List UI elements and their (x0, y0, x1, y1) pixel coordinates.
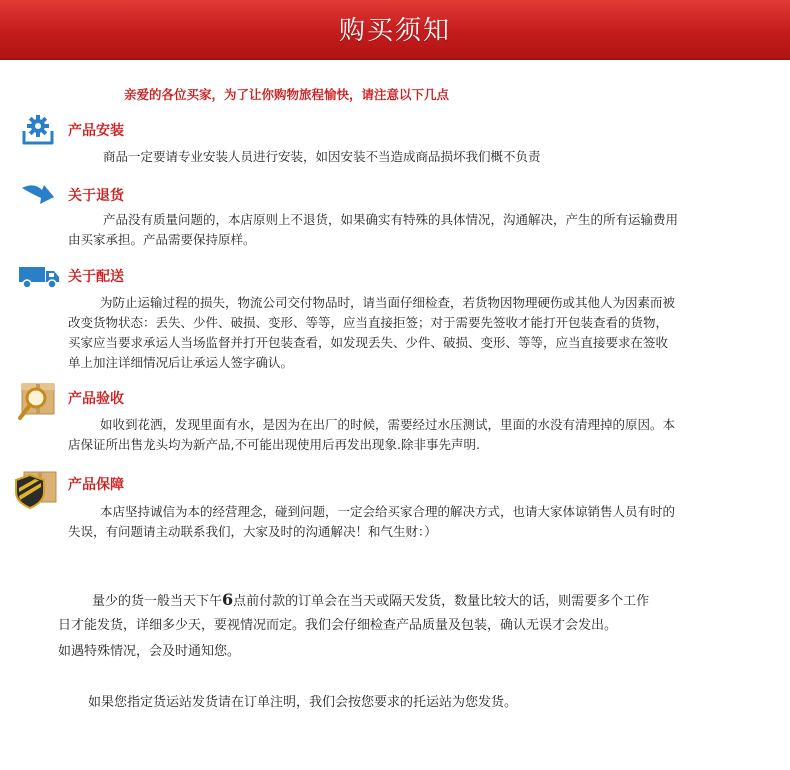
section-title-returns: 关于退货 (68, 188, 124, 204)
banner-divider (0, 58, 790, 60)
section-inspection-text-cont (68, 435, 480, 455)
gear-icon (20, 113, 56, 151)
section-title-guarantee: 产品保障 (68, 477, 124, 493)
section-returns-text (103, 210, 678, 230)
intro-notice: 亲爱的各位买家，为了让你购物旅程愉快，请注意以下几点 (124, 87, 450, 102)
text-line: 店保证所出售龙头均为新产品,不可能出现使用后再发出现象.除非事先声明. (68, 437, 480, 452)
section-title-install: 产品安装 (68, 123, 124, 139)
text-line: 由买家承担。产品需要保持原样。 (68, 232, 256, 247)
section-title-delivery: 关于配送 (68, 269, 124, 285)
text-line: 失误，有问题请主动联系我们，大家及时的沟通解决！和气生财：） (68, 524, 437, 539)
cutoff-hour: 6 (222, 590, 234, 609)
section-guarantee-text-cont (68, 522, 437, 542)
text-line: 如收到花洒，发现里面有水，是因为在出厂的时候，需要经过水压测试，里面的水没有清理掉的原因。本 (100, 417, 676, 432)
text-line: 单上加注详细情况后让承运人签字确认。 (68, 355, 294, 370)
page-title: 购买须知 (338, 16, 451, 46)
shipping-note-line-2: 日才能发货，详细多少天，要视情况而定。我们会仔细检查产品质量及包装，确认无误才会发出。 (58, 618, 618, 633)
text-line: 商品一定要请专业安装人员进行安装，如因安装不当造成商品损坏我们概不负责 (103, 149, 541, 164)
text-line: 本店坚持诚信为本的经营理念，碰到问题，一定会给买家合理的解决方式，也请大家体谅销售人员有时的 (100, 504, 676, 519)
text-line: 改变货物状态：丢失、少件、破损、变形、等等，应当直接拒签；对于需要先签收才能打开包装查看的货物， (68, 315, 669, 330)
section-guarantee-text (100, 502, 675, 522)
text-line: 为防止运输过程的损失，物流公司交付物品时，请当面仔细检查，若货物因物理硬伤或其他人为因素而被 (100, 295, 676, 310)
return-arrow-icon (20, 180, 56, 214)
section-install-text (103, 147, 541, 167)
shield-box-icon (12, 466, 60, 516)
shipping-note-line-1: 量少的货一般当天下午6点前付款的订单会在当天或隔天发货，数量比较大的话，则需要多个工作 (92, 590, 650, 609)
text-line: 买家应当要求承运人当场监督并打开包装查看，如发现丢失、少件、破损、变形、等等，应当直接要求在签收 (68, 335, 669, 350)
delivery-truck-icon (18, 264, 60, 294)
header-banner (0, 0, 790, 58)
section-delivery-text-cont (68, 313, 668, 373)
section-inspection-text (100, 415, 675, 435)
text-line: 产品没有质量问题的，本店原则上不退货，如果确实有特殊的具体情况，沟通解决，产生的所有运输费用 (103, 212, 679, 227)
shipping-note-line-3: 如遇特殊情况，会及时通知您。 (58, 644, 241, 659)
section-returns-text-cont (68, 230, 256, 250)
section-delivery-text (100, 293, 675, 313)
freight-station-note: 如果您指定货运站发货请在订单注明，我们会按您要求的托运站为您发货。 (88, 695, 518, 710)
section-title-inspection: 产品验收 (68, 391, 124, 407)
magnifier-box-icon (14, 378, 60, 428)
